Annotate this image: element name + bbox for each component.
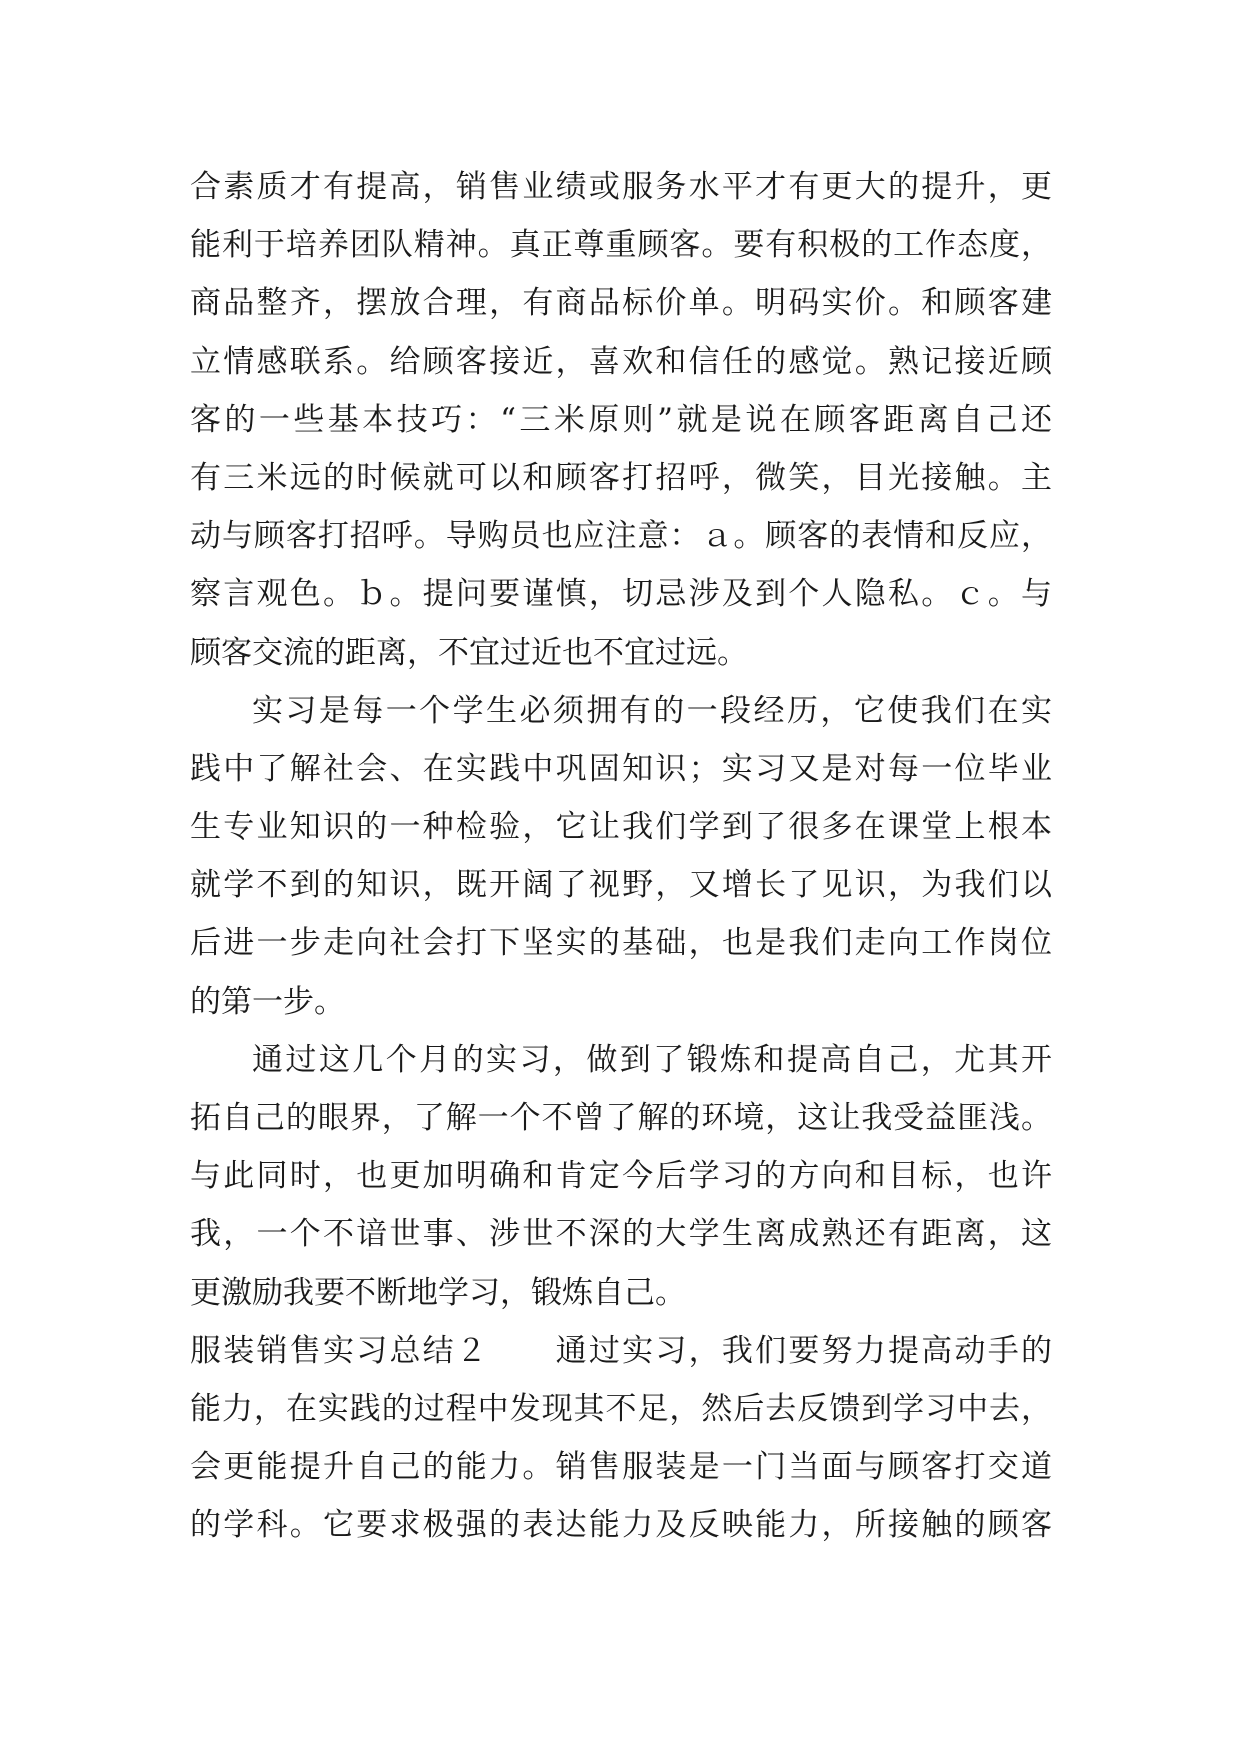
text-line: 服装销售实习总结２ 通过实习，我们要努力提高动手的: [190, 1332, 1052, 1369]
text-line: 通过这几个月的实习，做到了锻炼和提高自己，尤其开: [252, 1041, 1052, 1078]
text-line: 践中了解社会、在实践中巩固知识；实习又是对每一位毕业: [190, 750, 1052, 787]
text-line: 能利于培养团队精神。真正尊重顾客。要有积极的工作态度，: [190, 227, 1052, 264]
text-line: 的第一步。: [190, 983, 345, 1020]
text-line: 就学不到的知识，既开阔了视野，又增长了见识，为我们以: [190, 867, 1052, 904]
text-line: 合素质才有提高，销售业绩或服务水平才有更大的提升，更: [190, 169, 1052, 205]
text-line: 有三米远的时候就可以和顾客打招呼，微笑，目光接触。主: [190, 459, 1052, 496]
text-line: 更激励我要不断地学习，锻炼自己。: [190, 1274, 686, 1311]
text-line: 与此同时，也更加明确和肯定今后学习的方向和目标，也许: [190, 1158, 1052, 1195]
text-line: 后进一步走向社会打下坚实的基础，也是我们走向工作岗位: [190, 925, 1052, 962]
text-line: 顾客交流的距离，不宜过近也不宜过远。: [190, 634, 748, 671]
text-line: 立情感联系。给顾客接近，喜欢和信任的感觉。熟记接近顾: [190, 343, 1052, 380]
body-text: [190, 158, 1052, 1555]
text-line: 客的一些基本技巧：“三米原则”就是说在顾客距离自己还: [190, 401, 1052, 438]
text-line: 察言观色。ｂ。提问要谨慎，切忌涉及到个人隐私。ｃ。与: [190, 576, 1052, 613]
text-line: 商品整齐，摆放合理，有商品标价单。明码实价。和顾客建: [190, 285, 1052, 322]
text-line: 会更能提升自己的能力。销售服装是一门当面与顾客打交道: [190, 1449, 1052, 1486]
text-line: 我，一个不谙世事、涉世不深的大学生离成熟还有距离，这: [190, 1216, 1052, 1253]
text-line: 拓自己的眼界，了解一个不曾了解的环境，这让我受益匪浅。: [190, 1100, 1052, 1136]
text-line: 的学科。它要求极强的表达能力及反映能力，所接触的顾客: [190, 1507, 1052, 1544]
text-line: 实习是每一个学生必须拥有的一段经历，它使我们在实: [252, 692, 1052, 729]
text-line: 能力，在实践的过程中发现其不足，然后去反馈到学习中去，: [190, 1390, 1052, 1427]
text-line: 动与顾客打招呼。导购员也应注意：ａ。顾客的表情和反应，: [190, 518, 1052, 555]
text-line: 生专业知识的一种检验，它让我们学到了很多在课堂上根本: [190, 809, 1052, 846]
